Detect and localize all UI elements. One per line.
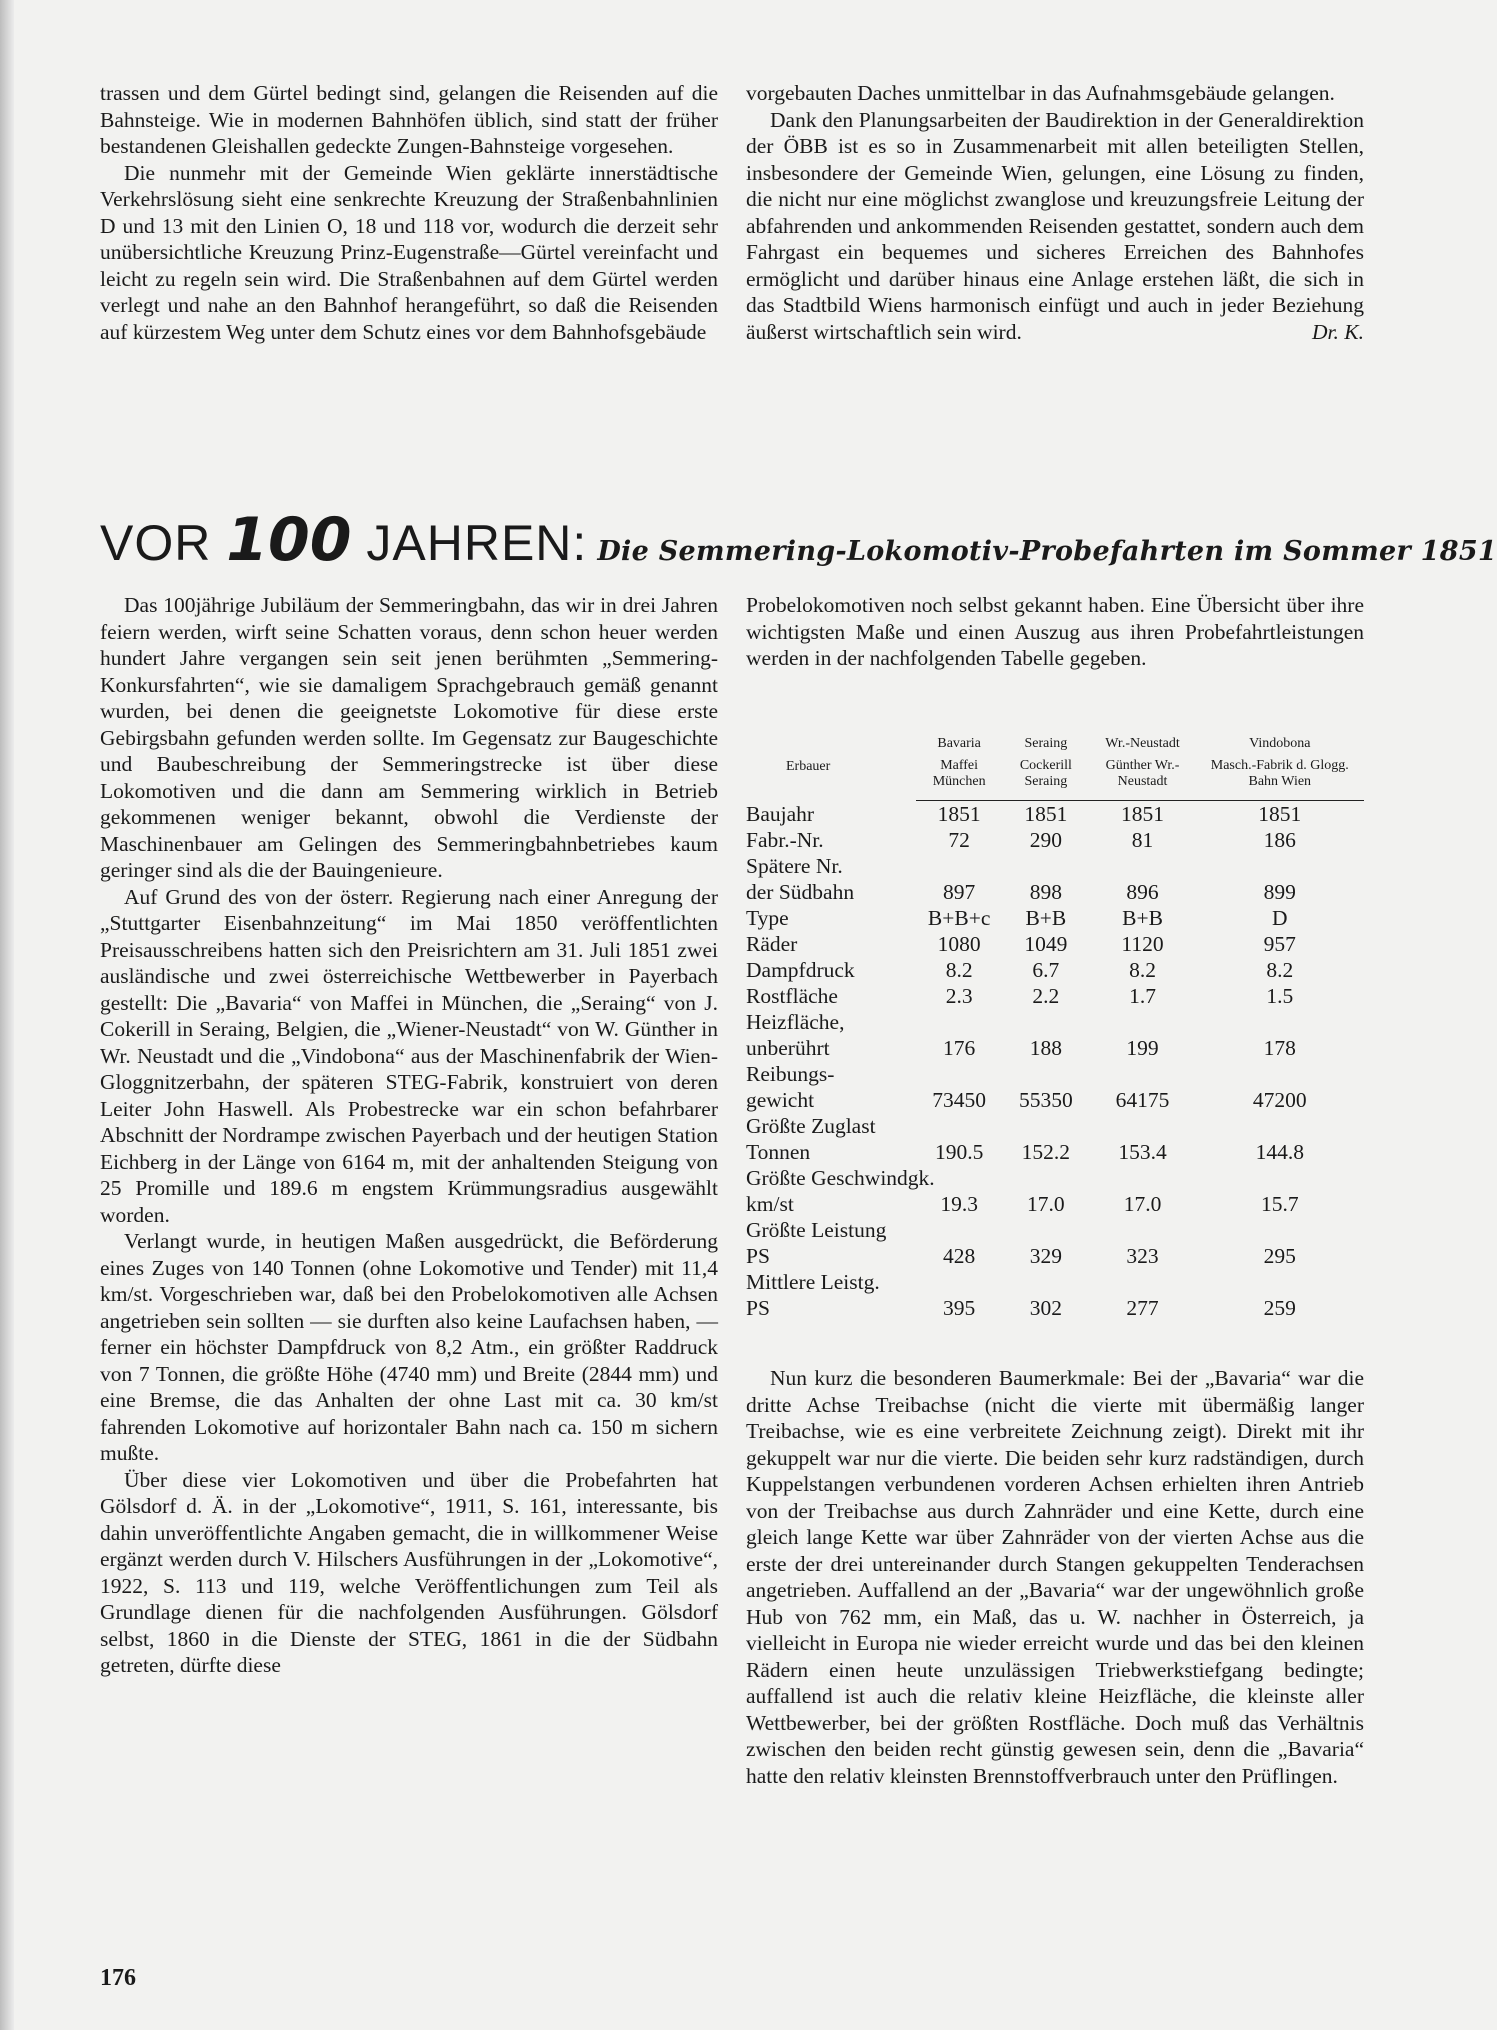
- column-name: Wr.-Neustadt: [1105, 736, 1180, 751]
- table-row: [746, 1295, 1364, 1321]
- table-cell: 1851: [1024, 802, 1068, 826]
- column-builder: Masch.-Fabrik d. Glogg. Bahn Wien: [1196, 754, 1364, 801]
- table-cell: B+B+c: [927, 906, 991, 930]
- table-row: [746, 1243, 1364, 1269]
- table-cell: 1.5: [1266, 984, 1294, 1008]
- row-label: der Südbahn: [746, 880, 855, 904]
- table-row: [746, 931, 1364, 957]
- table-row: [746, 879, 1364, 905]
- row-label: Reibungs-: [746, 1062, 835, 1086]
- table-cell: 290: [1029, 828, 1062, 852]
- paragraph: Probelokomotiven noch selbst gekannt haben. Eine Übersicht über ihre wichtigsten Maße und einen Auszug aus ihren Probefahrtleistungen werden in der nachfolgenden Tabelle gegeben.: [746, 593, 1364, 670]
- author-signature: Dr. K.: [1312, 319, 1364, 344]
- table-row: [746, 957, 1364, 983]
- row-label: Baujahr: [746, 801, 815, 826]
- table-cell: 277: [1126, 1296, 1159, 1320]
- column-name: Seraing: [1024, 736, 1068, 751]
- table-cell: 17.0: [1027, 1192, 1065, 1216]
- table-body: [746, 801, 1364, 1322]
- row-label: unberührt: [746, 1036, 830, 1060]
- row-label: Mittlere Leistg.: [746, 1270, 880, 1294]
- paragraph: Die nunmehr mit der Gemeinde Wien geklärte innerstädtische Verkehrslösung sieht eine senkrechte Kreuzung der Straßenbahnlinien D und 13 mit den Linien O, 18 und 118 vor, wodurch die derzeit sehr unübersichtliche Kreuzung Prinz-Eugenstraße—Gürtel vereinfacht und leicht zu regeln sein wird. Die Straßenbahnen auf dem Gürtel werden verlegt und nahe an den Bahnhof herangeführt, so daß die Reisenden auf kürzestem Weg unter dem Schutz eines vor dem Bahnhofsgebäude: [100, 160, 718, 344]
- table-cell: 295: [1263, 1244, 1296, 1268]
- column-builder: Maffei München: [916, 754, 1002, 801]
- table-cell: 1851: [1258, 802, 1302, 826]
- heading-subtitle: Die Semmering-Lokomotiv-Probefahrten im Sommer 1851: [597, 536, 1497, 567]
- table-row-label-line: [746, 853, 1364, 879]
- table-cell: 1851: [1121, 802, 1165, 826]
- table-cell: 897: [943, 880, 976, 904]
- paragraph: Das 100jährige Jubiläum der Semmeringbahn, das wir in drei Jahren feiern werden, wirft seine Schatten voraus, denn schon heuer werden hundert Jahre vergangen sein seit jenen berühmten „Semmering-Konkursfahrten“, wie sie damaligem Sprachgebrauch gemäß genannt wurden, bei denen die geeignetste Lokomotive für diese erste Gebirgsbahn gefunden werden sollte. Im Gegensatz zur Baugeschichte und Baubeschreibung der Semmeringstrecke ist über diese Lokomotiven und die dann am Semmering wirklich in Betrieb gekommenen weniger bekannt, obwohl die Verdienste der Maschinenbauer am Gelingen des Semmeringbahnbetriebes kaum geringer sind als die der Bauingenieure.: [100, 593, 718, 882]
- locomotive-table: [746, 730, 1364, 1321]
- top-left-column: [100, 80, 718, 345]
- row-label: Spätere Nr.: [746, 854, 843, 878]
- table-header-erbauer: Erbauer: [786, 759, 831, 775]
- table-cell: 323: [1126, 1244, 1159, 1268]
- table-row: [746, 827, 1364, 853]
- column-builder: Cockerill Seraing: [1002, 754, 1089, 801]
- column-name: Bavaria: [937, 736, 981, 751]
- table-row: [746, 801, 1364, 828]
- row-label: Type: [746, 906, 789, 930]
- table-cell: 957: [1263, 932, 1296, 956]
- table-cell: 153.4: [1118, 1140, 1167, 1164]
- article-heading: [100, 505, 1497, 575]
- table-cell: 1049: [1024, 932, 1068, 956]
- heading-number: 100: [226, 505, 352, 575]
- table-row: [746, 1139, 1364, 1165]
- table-cell: D: [1272, 906, 1288, 930]
- row-label: Heizfläche,: [746, 1010, 845, 1034]
- table-row-label-line: [746, 1165, 1364, 1191]
- article-right-intro: [746, 592, 1364, 672]
- table-cell: 1.7: [1129, 984, 1156, 1008]
- table-cell: 428: [943, 1244, 976, 1268]
- row-label: Dampfdruck: [746, 958, 855, 982]
- table-cell: 199: [1126, 1036, 1159, 1060]
- table-row: [746, 1035, 1364, 1061]
- table-cell: 55350: [1018, 1088, 1073, 1112]
- table-cell: 64175: [1115, 1088, 1170, 1112]
- paragraph: [746, 107, 1364, 346]
- table-cell: 8.2: [1266, 958, 1294, 982]
- row-label: Tonnen: [746, 1140, 811, 1164]
- table-row-label-line: [746, 1061, 1364, 1087]
- row-label: PS: [746, 1244, 770, 1268]
- column-builder: Günther Wr.-Neustadt: [1089, 754, 1195, 801]
- table-cell: 8.2: [1129, 958, 1156, 982]
- table-cell: 302: [1029, 1296, 1062, 1320]
- paragraph: Verlangt wurde, in heutigen Maßen ausgedrückt, die Beförderung eines Zuges von 140 Tonnen (ohne Lokomotive und Tender) mit 11,4 km/st. Vorgeschrieben war, daß bei den Probelokomotiven alle Achsen angetrieben sein sollten — sie durften also keine Laufachsen haben, — ferner ein höchster Dampfdruck von 8,2 Atm., ein größter Raddruck von 7 Tonnen, die größte Höhe (4740 mm) und Breite (2844 mm) und eine Bremse, die das Anhalten der ohne Last mit ca. 30 km/st fahrenden Lokomotive auf horizontaler Bahn nach ca. 150 m sichern mußte.: [100, 1229, 718, 1465]
- row-label: Größte Leistung: [746, 1218, 887, 1242]
- table-cell: 81: [1131, 828, 1154, 852]
- table-cell: 178: [1263, 1036, 1296, 1060]
- table-row: [746, 1087, 1364, 1113]
- table-cell: 395: [943, 1296, 976, 1320]
- article-right-continuation: [746, 1365, 1364, 1789]
- paragraph: vorgebauten Daches unmittelbar in das Aufnahmsgebäude gelangen.: [746, 81, 1335, 105]
- table-cell: 72: [948, 828, 970, 852]
- row-label: km/st: [746, 1192, 794, 1216]
- row-label: Größte Zuglast: [746, 1114, 876, 1138]
- paragraph-text: Dank den Planungsarbeiten der Baudirektion in der Generaldirektion der ÖBB ist es so in Zusammenarbeit mit allen beteiligten Stellen, insbesondere der Gemeinde Wien, gelungen, eine Lösung zu finden, die nicht nur eine möglichst zwanglose und kreuzungsfreie Leitung der abfahrenden und ankommenden Reisenden gestattet, sondern auch dem Fahrgast ein bequemes und sicheres Erreichen des Bahnhofes ermöglicht und darüber hinaus eine Anlage erstehen läßt, die sich in das Stadtbild Wiens harmonisch einfügt und auch in jeder Beziehung äußerst wirtschaftlich sein wird.: [746, 107, 1364, 344]
- table-cell: 17.0: [1123, 1192, 1162, 1216]
- table-cell: 144.8: [1255, 1140, 1304, 1164]
- locomotive-table-wrapper: [746, 730, 1364, 1321]
- heading-part-2: JAHREN:: [351, 515, 588, 571]
- table-cell: 259: [1263, 1296, 1296, 1320]
- paragraph: Auf Grund des von der österr. Regierung nach einer Anregung der „Stuttgarter Eisenbahnzeitung“ im Mai 1850 veröffentlichten Preisausschreibens hatten sich den Preisrichtern am 31. Juli 1851 zwei ausländische und zwei österreichische Wettbewerber in Payerbach gestellt: Die „Bavaria“ von Maffei in München, die „Seraing“ von J. Cokerill in Seraing, Belgien, die „Wiener-Neustadt“ von W. Günther in Wr. Neustadt und die „Vindobona“ aus der Maschinenfabrik der Wien-Gloggnitzerbahn, der späteren STEG-Fabrik, konstruiert von deren Leiter John Haswell. Als Probestrecke war ein schon befahrbarer Abschnitt der Nordrampe zwischen Payerbach und der heutigen Station Eichberg in der Länge von 6164 m, mit der anhaltenden Steigung von 25 Promille und 189.6 m engstem Krümmungsradius ausgewählt worden.: [100, 884, 718, 1227]
- table-cell: 186: [1263, 828, 1296, 852]
- row-label: Rostfläche: [746, 984, 838, 1008]
- table-row-label-line: [746, 1009, 1364, 1035]
- table-row-label-line: [746, 1269, 1364, 1295]
- top-right-column: [746, 80, 1364, 345]
- table-cell: 19.3: [940, 1192, 978, 1216]
- table-cell: 896: [1126, 880, 1159, 904]
- row-label: PS: [746, 1296, 770, 1320]
- table-cell: 1080: [937, 932, 981, 956]
- paragraph: Über diese vier Lokomotiven und über die Probefahrten hat Gölsdorf d. Ä. in der „Lokomotive“, 1911, S. 161, interessante, bis dahin unveröffentlichte Angaben gemacht, die in willkommener Weise ergänzt werden durch V. Hilschers Ausführungen in der „Lokomotive“, 1922, S. 113 und 119, welche Veröffentlichungen zum Teil als Grundlage dienen für die nachfolgenden Ausführungen. Gölsdorf selbst, 1860 in die Dienste der STEG, 1861 in die der Südbahn getreten, dürfte diese: [100, 1467, 718, 1677]
- table-row: [746, 983, 1364, 1009]
- row-label: Räder: [746, 932, 798, 956]
- table-row: [746, 905, 1364, 931]
- table-cell: 73450: [932, 1088, 986, 1112]
- article-left-column: [100, 592, 718, 1679]
- page-binding-shadow: [0, 0, 14, 2030]
- table-cell: 6.7: [1032, 958, 1060, 982]
- row-label: Größte Geschwindgk.: [746, 1166, 935, 1190]
- table-row-label-line: [746, 1217, 1364, 1243]
- table-cell: 188: [1029, 1036, 1062, 1060]
- table-cell: 8.2: [945, 958, 973, 982]
- table-cell: 152.2: [1021, 1140, 1071, 1164]
- table-cell: 898: [1029, 880, 1062, 904]
- column-name: Vindobona: [1249, 736, 1311, 751]
- table-cell: 329: [1029, 1244, 1062, 1268]
- row-label: Fabr.-Nr.: [746, 828, 824, 852]
- table-cell: B+B: [1122, 906, 1163, 930]
- row-label: gewicht: [746, 1088, 815, 1112]
- table-row: [746, 1191, 1364, 1217]
- heading-part-1: VOR: [100, 515, 227, 571]
- table-cell: 176: [943, 1036, 976, 1060]
- table-cell: 1120: [1121, 932, 1164, 956]
- table-cell: 47200: [1252, 1088, 1307, 1112]
- table-cell: 899: [1263, 880, 1296, 904]
- table-cell: B+B: [1025, 906, 1067, 930]
- table-cell: 15.7: [1260, 1192, 1299, 1216]
- paragraph: Nun kurz die besonderen Baumerkmale: Bei der „Bavaria“ war die dritte Achse Treibachse (nicht die vierte mit übermäßig langer Treibachse, wie es eine verbreitete Zeichnung zeigt). Direkt mit ihr gekuppelt war nur die vierte. Die beiden sehr kurz radständigen, durch Kuppelstangen verbundenen vorderen Achsen erhielten ihren Antrieb von der Treibachse aus durch Zahnräder und eine Kette, durch eine gleich lange Kette war über Zahnräder von der vierten Achse aus die erste der drei untereinander durch Stangen gekuppelten Tenderachsen angetrieben. Auffallend an der „Bavaria“ war der ungewöhnlich große Hub von 762 mm, ein Maß, das u. W. nachher in Österreich, ja vielleicht in Europa nie wieder erreicht wurde und das bei den kleinen Rädern einen heute unzulässigen Triebwerkstiefgang bedingte; auffallend ist auch die relativ kleine Heizfläche, die kleinste aller Wettbewerber, bei der größten Rostfläche. Doch muß das Verhältnis zwischen den beiden recht günstig gewesen sein, denn die „Bavaria“ hatte den relativ kleinsten Brennstoffverbrauch unter den Prüflingen.: [746, 1366, 1364, 1788]
- paragraph: trassen und dem Gürtel bedingt sind, gelangen die Reisenden auf die Bahnsteige. Wie in modernen Bahnhöfen üblich, sind statt der früher bestandenen Gleishallen gedeckte Zungen-Bahnsteige vorgesehen.: [100, 81, 718, 158]
- table-cell: 1851: [937, 802, 981, 826]
- table-cell: 2.2: [1032, 984, 1060, 1008]
- page-number: 176: [100, 1965, 136, 1991]
- table-cell: 190.5: [934, 1140, 984, 1164]
- table-cell: 2.3: [945, 984, 973, 1008]
- table-row-label-line: [746, 1113, 1364, 1139]
